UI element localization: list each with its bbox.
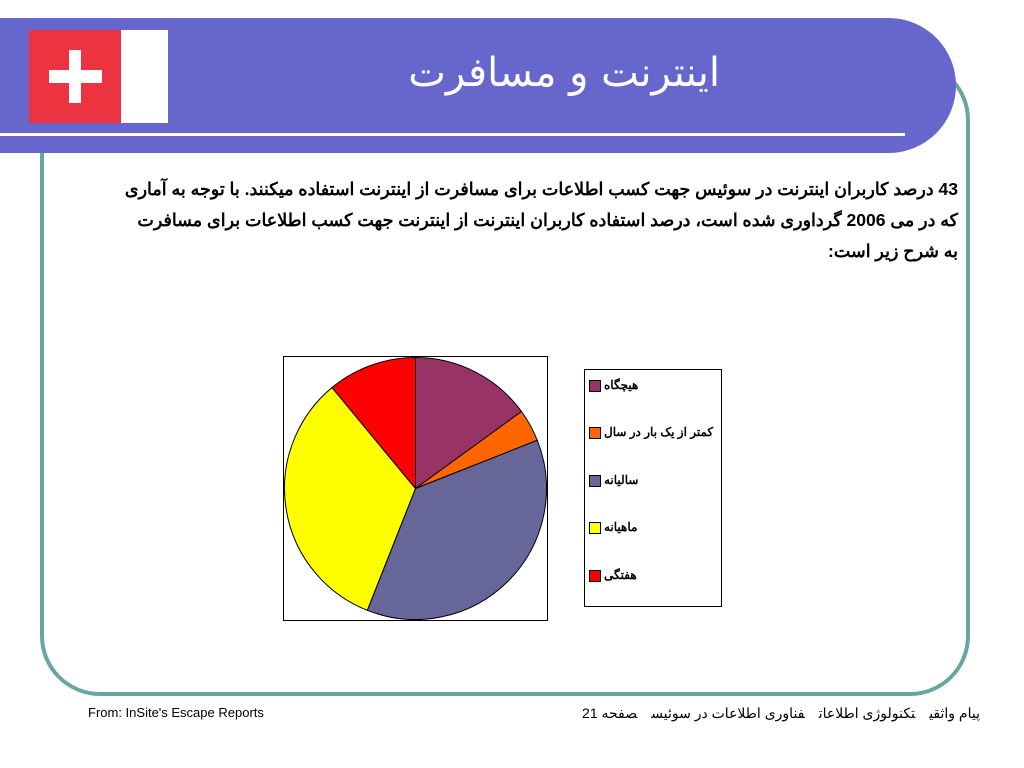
pie-chart: [284, 357, 547, 620]
footer-page: صفحه 21: [582, 705, 638, 721]
legend-swatch: [589, 427, 601, 439]
swiss-flag-icon: [29, 30, 121, 123]
footer-course: تکنولوژی اطلاعات: [818, 705, 916, 721]
footer-source: From: InSite's Escape Reports: [88, 705, 264, 720]
footer-topic: فناوری اطلاعات در سوئیس: [651, 705, 805, 721]
chart-legend: [584, 369, 722, 607]
legend-label: سالیانه: [604, 473, 639, 487]
legend-swatch: [589, 475, 601, 487]
footer-author: پیام واثقی: [929, 705, 980, 721]
footer-info: [440, 705, 980, 722]
legend-item: [589, 424, 719, 441]
title-underline: [0, 133, 905, 136]
body-paragraph: 43 درصد کاربران اینترنت در سوئیس جهت کسب اطلاعات برای مسافرت از اینترنت استفاده میکنند. با توجه به آماری که در می 2006 گرداوری شده است، درصد استفاده کاربران اینترنت از اینترنت جهت کسب اطلاعات برای مسافرت به شرح زیر است:: [124, 179, 958, 261]
flag-white-panel: [121, 30, 168, 123]
legend-label: کمتر از یک بار در سال: [604, 425, 714, 439]
flag-cross-horizontal: [49, 70, 102, 83]
legend-swatch: [589, 380, 601, 392]
legend-swatch: [589, 522, 601, 534]
legend-label: هفتگی: [604, 568, 637, 582]
legend-label: هیچگاه: [604, 378, 639, 392]
legend-item: [589, 472, 719, 489]
legend-item: [589, 377, 719, 394]
slide-title: اینترنت و مسافرت: [408, 50, 720, 96]
legend-label: ماهیانه: [604, 520, 638, 534]
legend-item: [589, 567, 719, 584]
legend-swatch: [589, 570, 601, 582]
legend-item: [589, 519, 719, 536]
pie-chart-area: [283, 356, 548, 621]
